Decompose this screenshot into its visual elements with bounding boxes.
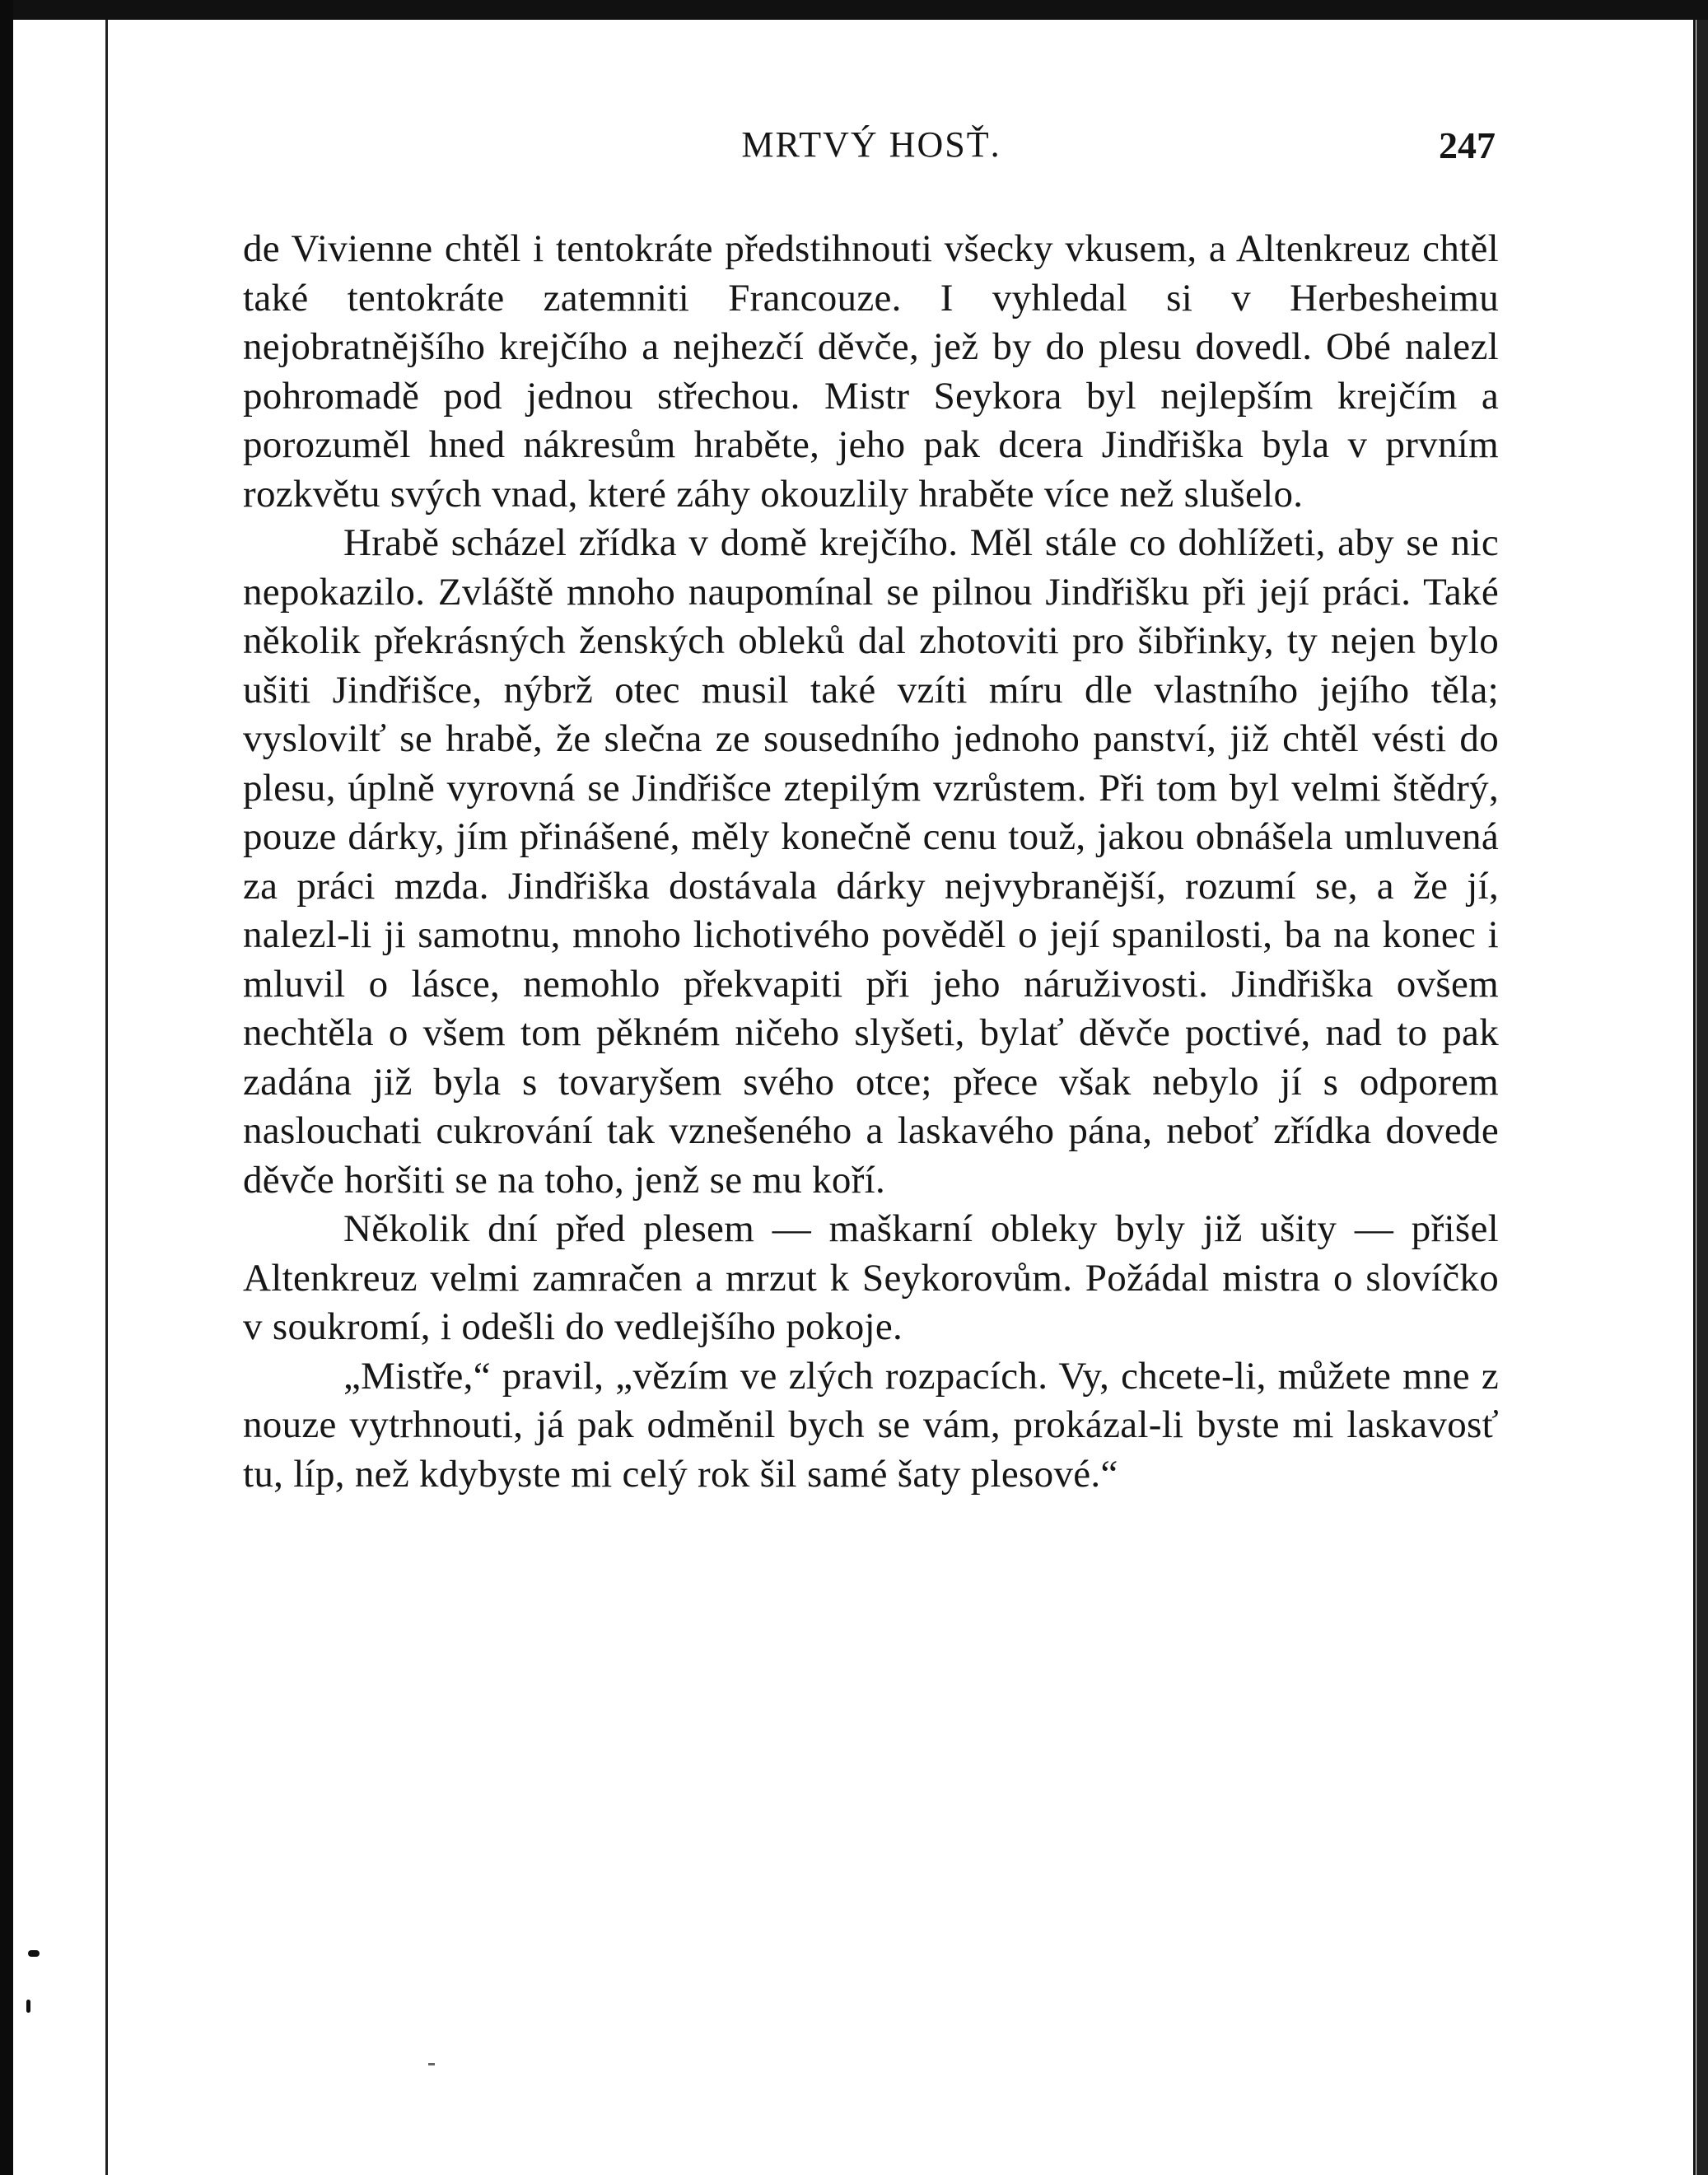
page-number: 247 [1439,124,1496,166]
paragraph: Hrabě scházel zřídka v domě krejčího. Měl stále co dohlížeti, aby se nic nepokazilo. Zvláště mnoho naupomínal se pilnou Jindřišku při její práci. Také několik překrásných ženských obleků dal zhotoviti pro šibřinky, ty nejen bylo ušiti Jindřišce, nýbrž otec musil také vzíti míru dle vlastního jejího těla; vyslovilť se hrabě, že slečna ze sousedního jednoho panství, již chtěl vésti do plesu, úplně vyrovná se Jindřišce ztepilým vzrůstem. Při tom byl velmi štědrý, pouze dárky, jím přinášené, měly konečně cenu touž, jakou obnášela umluvená za práci mzda. Jindřiška dostávala dárky nejvybranější, rozumí se, a že jí, nalezl-li ji samotnu, mnoho lichotivého pověděl o její spanilosti, ba na konec i mluvil o lásce, nemohlo překvapiti při jeho náruživosti. Jindřiška ovšem nechtěla o všem tom pěkném ničeho slyšeti, bylať děvče poctivé, nad to pak zadána již byla s tovaryšem svého otce; přece však nebylo jí s odporem naslouchati cukrování tak vznešeného a laskavého pána, neboť zřídka dovede děvče horšiti se na toho, jenž se mu koří. [243,521,1499,1202]
paragraph: „Mistře,“ pravil, „vězím ve zlých rozpacích. Vy, chcete-li, můžete mne z nouze vytrhnouti, já pak odměnil bych se vám, prokázal-li byste mi laskavosť tu, líp, než kdybyste mi celý rok šil samé šaty plesové.“ [243,1354,1499,1496]
scan-speck [26,2000,30,2013]
page-header [247,124,1496,173]
page-edge-line [1693,20,1696,2175]
body-text [243,225,1499,1499]
running-title: MRTVÝ HOSŤ. [741,124,1001,165]
scan-border-right [1696,20,1708,2175]
scan-speck [28,1950,40,1957]
paragraph: de Vivienne chtěl i tentokráte předstihnouti všecky vkusem, a Altenkreuz chtěl také tentokráte zatemniti Francouze. I vyhledal si v Herbesheimu nejobratnějšího krejčího a nejhezčí děvče, jež by do plesu dovedl. Obé nalezl pohromadě pod jednou střechou. Mistr Seykora byl nejlepším krejčím a porozuměl hned nákresům hraběte, jeho pak dcera Jindřiška byla v prvním rozkvětu svých vnad, které záhy okouzlily hraběte více než slušelo. [243,227,1499,516]
scan-margin-left [0,20,105,2175]
scan-speck [428,2063,435,2065]
paragraph: Několik dní před plesem — maškarní obleky byly již ušity — přišel Altenkreuz velmi zamračen a mrzut k Seykorovům. Požádal mistra o slovíčko v soukromí, i odešli do vedlejšího pokoje. [243,1207,1499,1348]
scan-border-left [0,0,13,2175]
